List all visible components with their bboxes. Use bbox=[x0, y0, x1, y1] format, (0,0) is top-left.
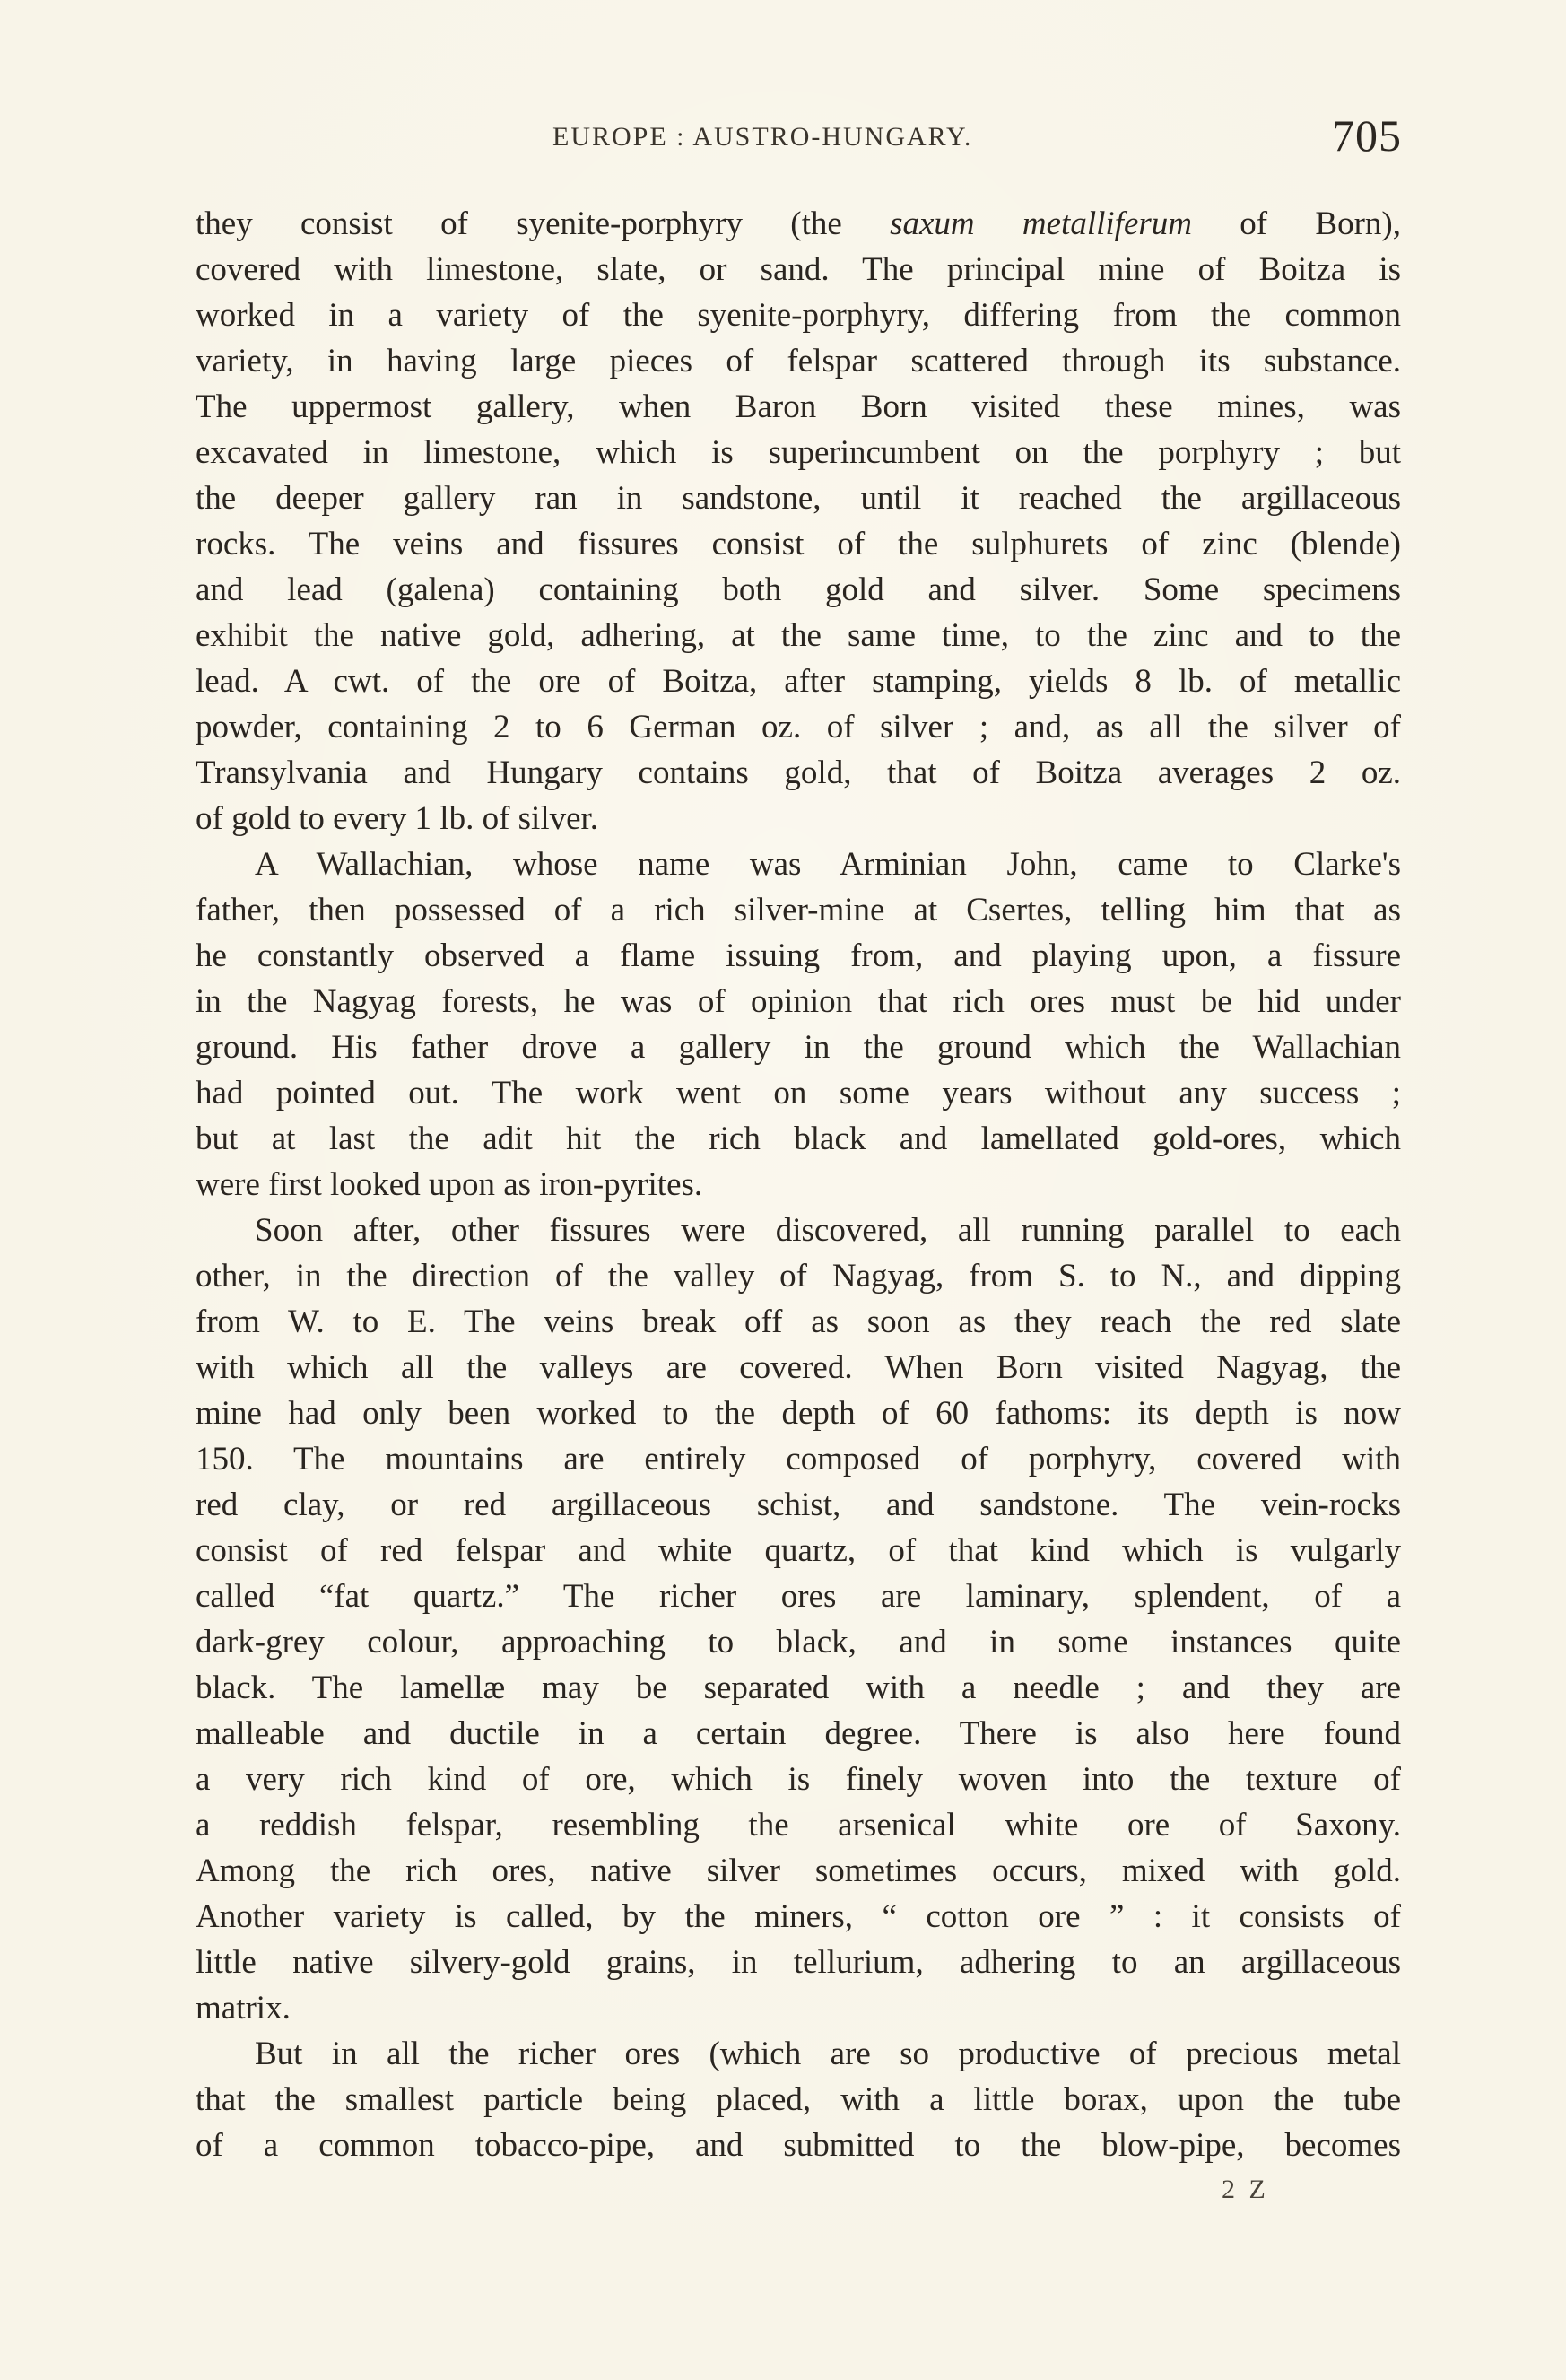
text-line: he constantly observed a flame issuing from, and playing upon, a fissure bbox=[196, 937, 1401, 974]
text-line: they consist of syenite-porphyry (the saxum metalliferum of Born), bbox=[196, 205, 1401, 242]
text-line: 150. The mountains are entirely composed of porphyry, covered with bbox=[196, 1441, 1401, 1478]
text-line: covered with limestone, slate, or sand. The principal mine of Boitza is bbox=[196, 251, 1401, 288]
text-line: excavated in limestone, which is superincumbent on the porphyry ; but bbox=[196, 434, 1401, 471]
text-line: lead. A cwt. of the ore of Boitza, after stamping, yields 8 lb. of metallic bbox=[196, 663, 1401, 700]
text-line: exhibit the native gold, adhering, at the same time, to the zinc and to the bbox=[196, 617, 1401, 654]
text-line: mine had only been worked to the depth of 60 fathoms: its depth is now bbox=[196, 1395, 1401, 1432]
text-line: other, in the direction of the valley of Nagyag, from S. to N., and dipping bbox=[196, 1258, 1401, 1295]
text-line: red clay, or red argillaceous schist, and sandstone. The vein-rocks bbox=[196, 1486, 1401, 1523]
text-line: black. The lamellæ may be separated with a needle ; and they are bbox=[196, 1669, 1401, 1706]
paragraph-2 bbox=[196, 841, 1401, 1207]
body-text bbox=[196, 201, 1401, 2168]
text-line: Soon after, other fissures were discovered, all running parallel to each bbox=[255, 1212, 1401, 1249]
text-line: a very rich kind of ore, which is finely woven into the texture of bbox=[196, 1761, 1401, 1798]
text-line: powder, containing 2 to 6 German oz. of silver ; and, as all the silver of bbox=[196, 709, 1401, 745]
text-line: malleable and ductile in a certain degree. There is also here found bbox=[196, 1715, 1401, 1752]
text-line: and lead (galena) containing both gold and silver. Some specimens bbox=[196, 571, 1401, 608]
text-line: but at last the adit hit the rich black and lamellated gold-ores, which bbox=[196, 1120, 1401, 1157]
text-line: consist of red felspar and white quartz, of that kind which is vulgarly bbox=[196, 1532, 1401, 1569]
text-line: dark-grey colour, approaching to black, and in some instances quite bbox=[196, 1624, 1401, 1661]
paragraph-1 bbox=[196, 201, 1401, 841]
text-line: But in all the richer ores (which are so productive of precious metal bbox=[255, 2036, 1401, 2072]
text-line: that the smallest particle being placed, with a little borax, upon the tube bbox=[196, 2081, 1401, 2118]
text-line: little native silvery-gold grains, in tellurium, adhering to an argillaceous bbox=[196, 1944, 1401, 1981]
text-line: from W. to E. The veins break off as soon as they reach the red slate bbox=[196, 1303, 1401, 1340]
text-line: had pointed out. The work went on some years without any success ; bbox=[196, 1075, 1401, 1112]
text-line: a reddish felspar, resembling the arsenical white ore of Saxony. bbox=[196, 1807, 1401, 1844]
latin-term: saxum metalliferum bbox=[890, 205, 1192, 242]
text-line: Another variety is called, by the miners, “ cotton ore ” : it consists of bbox=[196, 1898, 1401, 1935]
text-line: worked in a variety of the syenite-porphyry, differing from the common bbox=[196, 297, 1401, 334]
text-line: with which all the valleys are covered. When Born visited Nagyag, the bbox=[196, 1349, 1401, 1386]
paragraph-3 bbox=[196, 1207, 1401, 2031]
signature-mark: 2 Z bbox=[1222, 2175, 1269, 2204]
paragraph-4 bbox=[196, 2031, 1401, 2168]
text-line: matrix. bbox=[196, 1990, 291, 2027]
text-line: variety, in having large pieces of felspar scattered through its substance. bbox=[196, 343, 1401, 379]
text-line: ground. His father drove a gallery in the ground which the Wallachian bbox=[196, 1029, 1401, 1066]
text-line: of gold to every 1 lb. of silver. bbox=[196, 800, 599, 837]
text-line: Among the rich ores, native silver sometimes occurs, mixed with gold. bbox=[196, 1853, 1401, 1889]
text-line: of a common tobacco-pipe, and submitted to the blow-pipe, becomes bbox=[196, 2127, 1401, 2164]
running-head: EUROPE : AUSTRO-HUNGARY. bbox=[552, 122, 973, 152]
text-line: rocks. The veins and fissures consist of the sulphurets of zinc (blende) bbox=[196, 526, 1401, 562]
text-line: in the Nagyag forests, he was of opinion that rich ores must be hid under bbox=[196, 983, 1401, 1020]
page-number: 705 bbox=[1332, 110, 1402, 161]
text-line: called “fat quartz.” The richer ores are laminary, splendent, of a bbox=[196, 1578, 1401, 1615]
text-line: Transylvania and Hungary contains gold, that of Boitza averages 2 oz. bbox=[196, 754, 1401, 791]
text-line: A Wallachian, whose name was Arminian John, came to Clarke's bbox=[255, 846, 1401, 883]
text-line: were first looked upon as iron-pyrites. bbox=[196, 1166, 703, 1203]
text-line: father, then possessed of a rich silver-mine at Csertes, telling him that as bbox=[196, 892, 1401, 928]
text-line: the deeper gallery ran in sandstone, until it reached the argillaceous bbox=[196, 480, 1401, 517]
text-line: The uppermost gallery, when Baron Born visited these mines, was bbox=[196, 388, 1401, 425]
